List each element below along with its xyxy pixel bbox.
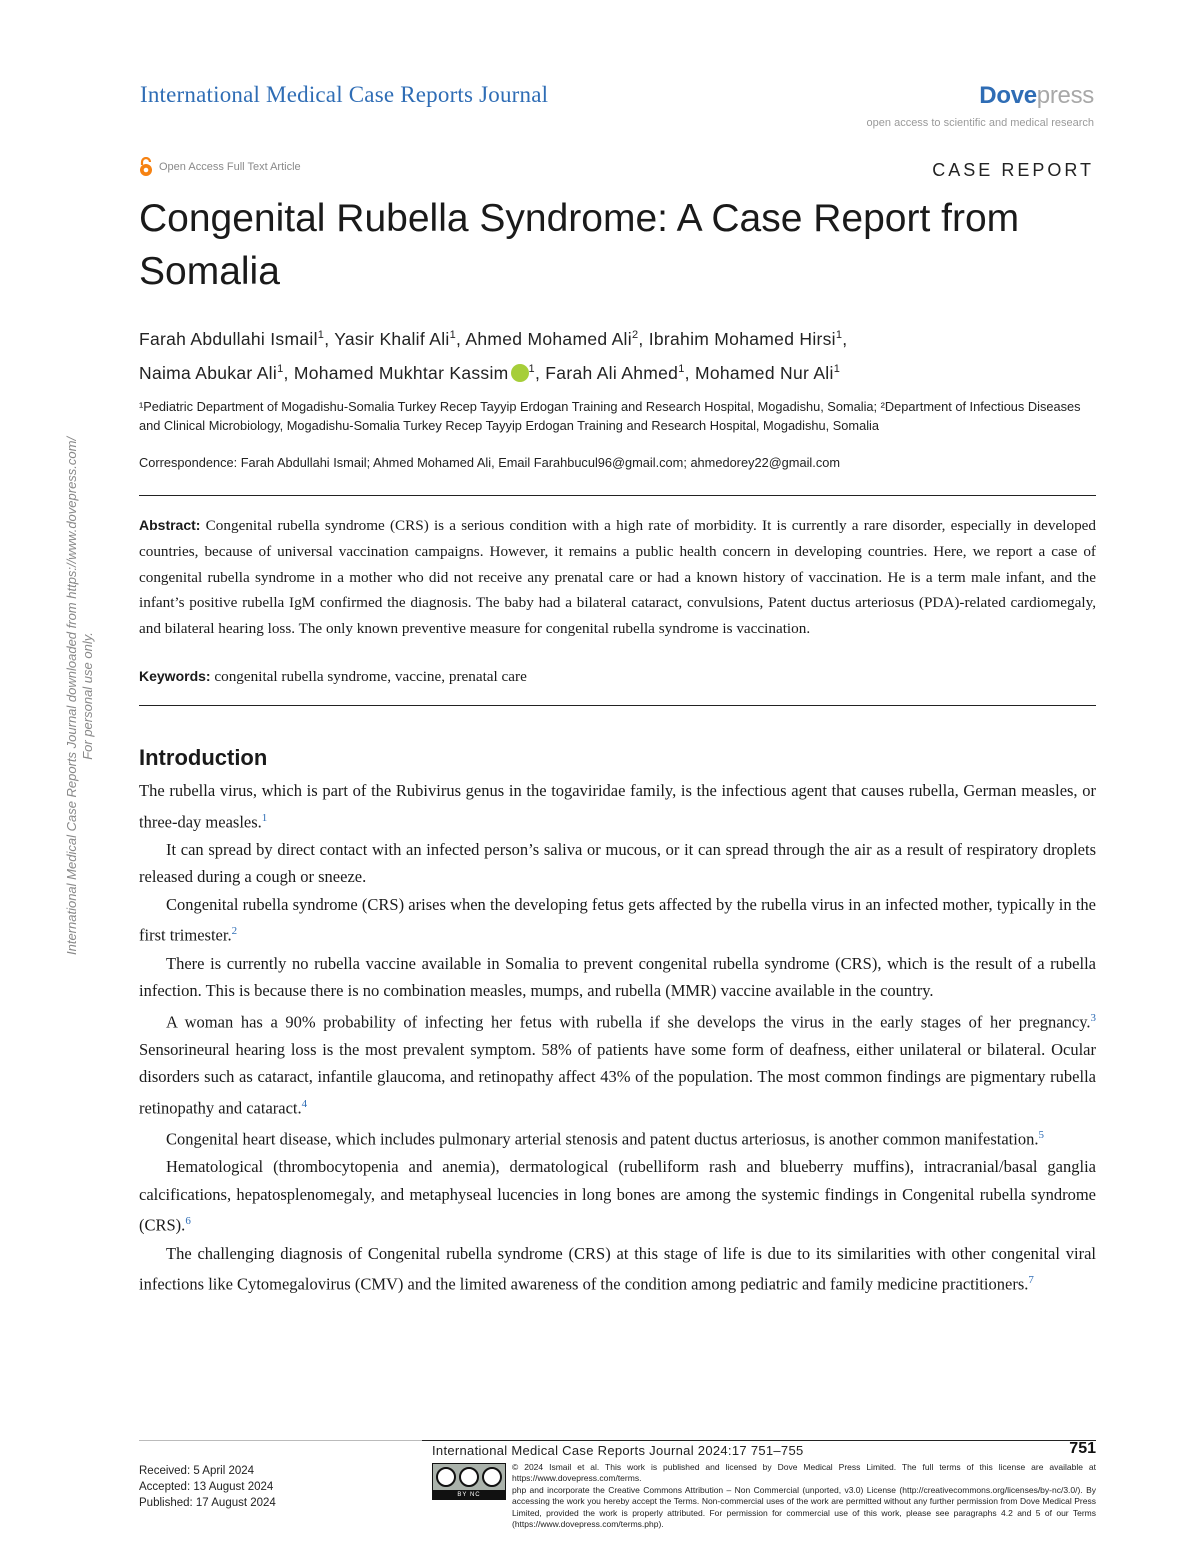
paragraph-text: Congenital rubella syndrome (CRS) arises when the developing fetus gets affected by the rubella virus in an infected mother, typically in the first trimester. (139, 894, 1096, 945)
license-text: © 2024 Ismail et al. This work is published and licensed by Dove Medical Press Limited. The full terms of this license are available at https://www.dovepress.com/terms. (512, 1462, 1096, 1484)
orcid-icon[interactable] (511, 364, 529, 382)
article-type: CASE REPORT (932, 160, 1094, 180)
paragraph-text: Sensorineural hearing loss is the most prevalent symptom. 58% of patients have some form of deafness, either unilateral or bilateral. Ocular disorders such as cataract, infantile glaucoma, and retinopathy affect 43% of the population. The most common findings are pigmentary rubella retinopathy and cataract. (139, 1039, 1096, 1118)
section-heading-introduction: Introduction (139, 745, 268, 770)
reference-link[interactable]: 4 (301, 1098, 308, 1111)
paragraph-text: A woman has a 90% probability of infecting her fetus with rubella if she develops the virus in the early stages of her pregnancy. (166, 1012, 1091, 1032)
author-affiliation-ref: 1 (835, 329, 843, 341)
author-affiliation-ref: 1 (678, 362, 685, 375)
watermark-line-1: International Medical Case Reports Journal downloaded from https://www.dovepress.com/ (64, 436, 79, 955)
author-affiliation-ref: 1 (317, 329, 325, 341)
author-name[interactable]: Farah Abdullahi Ismail (139, 328, 318, 349)
author-name[interactable]: Farah Ali Ahmed (545, 362, 679, 383)
abstract-text: Congenital rubella syndrome (CRS) is a serious condition with a high rate of morbidity. It is currently a rare disorder, especially in developed countries, because of universal vaccination campaigns. However, it remains a public health concern in developing countries. Here, we report a case of congenital rubella syndrome in a mother who did not receive any prenatal care or had a known history of vaccination. He is a term male infant, and the infant’s positive rubella IgM confirmed the diagnosis. The baby had a bilateral cataract, convulsions, Patent ductus arteriosus (PDA)-related cardiomegaly, and bilateral hearing loss. The only known preventive measure for congenital rubella syndrome is vaccination. (139, 517, 1096, 638)
cc-icon (436, 1467, 456, 1487)
watermark-line-2: For personal use only. (80, 632, 95, 760)
publisher-logo[interactable] (979, 82, 1094, 110)
paragraph (139, 1240, 1096, 1299)
download-watermark (64, 370, 104, 960)
reference-link[interactable]: 2 (231, 925, 238, 938)
author-affiliation-ref: 1 (277, 362, 284, 375)
open-access-badge (139, 157, 301, 177)
article-dates (139, 1463, 276, 1511)
paragraph-text: The rubella virus, which is part of the Rubivirus genus in the togaviridae family, is the infectious agent that causes rubella, German measles, or three-day measles. (139, 781, 1096, 832)
reference-link[interactable]: 6 (185, 1215, 191, 1228)
paragraph (139, 1005, 1096, 1122)
cc-label: BY NC (432, 1491, 506, 1500)
page-number: 751 (1069, 1440, 1096, 1457)
license-text-cont: php and incorporate the Creative Commons Attribution – Non Commercial (unported, v3.0) License (http://creativecommons.org/licenses/by-nc/3.0/). By accessing the work you hereby accept the Terms. Non-commercial uses of the work are permitted without any further permission from Dove Medical Press Limited, provided the work is properly attributed. For permission for commercial use of this work, please see paragraphs 4.2 and 5 of our Terms (https://www.dovepress.com/terms.php). (512, 1485, 1096, 1529)
by-icon (459, 1467, 479, 1487)
author-affiliation-ref: 1 (449, 329, 456, 341)
footer-rule (422, 1440, 1096, 1441)
abstract-label: Abstract: (139, 517, 201, 533)
reference-link[interactable]: 3 (1090, 1011, 1096, 1024)
paragraph-text: It can spread by direct contact with an infected person’s saliva or mucous, or it can spread through the air as a result of respiratory droplets released during a cough or sneeze. (139, 839, 1096, 887)
introduction-body (139, 777, 1096, 1298)
keywords (139, 668, 1096, 686)
reference-link[interactable]: 5 (1038, 1129, 1044, 1142)
paragraph (139, 950, 1096, 1005)
creative-commons-icon[interactable] (432, 1463, 506, 1491)
paragraph (139, 1153, 1096, 1239)
journal-name[interactable]: International Medical Case Reports Journal (140, 82, 549, 107)
article-title: Congenital Rubella Syndrome: A Case Report from Somalia (139, 197, 1020, 293)
open-access-label: Open Access Full Text Article (159, 161, 301, 173)
author-name[interactable]: Mohamed Mukhtar Kassim (293, 362, 509, 383)
author-affiliation-ref: 2 (631, 329, 639, 341)
abstract-top-rule (139, 495, 1096, 496)
reference-link[interactable]: 7 (1028, 1274, 1034, 1287)
accepted-date: Accepted: 13 August 2024 (139, 1481, 274, 1493)
publisher-dove: Dove (979, 82, 1037, 109)
author-name[interactable]: Yasir Khalif Ali (334, 328, 450, 349)
received-date: Received: 5 April 2024 (139, 1465, 255, 1477)
author-affiliation-ref: 1 (528, 362, 535, 375)
abstract-bottom-rule (139, 705, 1096, 706)
abstract (139, 513, 1096, 642)
author-name[interactable]: Mohamed Nur Ali (694, 362, 834, 383)
paragraph-text: There is currently no rubella vaccine available in Somalia to prevent congenital rubella syndrome (CRS), which is the result of a rubella infection. This is because there is no combination measles, mumps, and rubella (MMR) vaccine available in the country. (139, 953, 1096, 1001)
publisher-tagline: open access to scientific and medical research (866, 117, 1094, 129)
published-date: Published: 17 August 2024 (139, 1497, 276, 1509)
author-name[interactable]: Ahmed Mohamed Ali (465, 328, 632, 349)
footer-citation: International Medical Case Reports Journal 2024:17 751–755 (432, 1443, 804, 1458)
author-name[interactable]: Ibrahim Mohamed Hirsi (648, 328, 836, 349)
open-access-icon (139, 157, 153, 177)
keywords-text: congenital rubella syndrome, vaccine, prenatal care (214, 668, 527, 685)
paragraph (139, 836, 1096, 891)
author-affiliation-ref: 1 (833, 362, 841, 375)
paragraph-text: The challenging diagnosis of Congenital rubella syndrome (CRS) at this stage of life is due to its similarities with other congenital viral infections like Cytomegalovirus (CMV) and the limited awareness of the condition among pediatric and family medicine practitioners. (139, 1243, 1096, 1294)
affiliations: ¹Pediatric Department of Mogadishu-Somalia Turkey Recep Tayyip Erdogan Training and Research Hospital, Mogadishu, Somalia; ²Department of Infectious Diseases and Clinical Microbiology, Mogadishu-Somalia Turkey Recep Tayyip Erdogan Training and Research Hospital, Mogadishu, Somalia (139, 399, 1081, 433)
paragraph (139, 777, 1096, 836)
author-name[interactable]: Naima Abukar Ali (139, 362, 278, 383)
correspondence: Correspondence: Farah Abdullahi Ismail; Ahmed Mohamed Ali, Email Farahbucul96@gmail.com; ahmedorey22@gmail.com (139, 455, 840, 470)
footer-rule-left (139, 1440, 422, 1441)
author-list: Farah Abdullahi Ismail$^1$, Yasir Khalif Ali$^1$, Ahmed Mohamed Ali$^2$, Ibrahim Mohamed Hirsi$^1$, Naima Abukar Ali$^1$, Mohamed Mukhtar Kassim $^1$, Farah Ali Ahmed$^1$, Mohamed Nur Ali$^1$ (139, 328, 848, 383)
keywords-label: Keywords: (139, 668, 211, 684)
reference-link[interactable]: 1 (261, 811, 268, 824)
paragraph (139, 891, 1096, 950)
publisher-press: press (1036, 82, 1094, 109)
paragraph-text: Congenital heart disease, which includes pulmonary arterial stenosis and patent ductus arteriosus, is another common manifestation. (166, 1129, 1039, 1149)
paragraph (139, 1122, 1096, 1153)
paragraph-text: Hematological (thrombocytopenia and anemia), dermatological (rubelliform rash and blueberry muffins), intracranial/basal ganglia calcifications, hepatosplenomegaly, and metaphyseal lucencies in long bones are among the systemic findings in Congenital rubella syndrome (CRS). (139, 1157, 1096, 1235)
nc-icon (482, 1467, 502, 1487)
